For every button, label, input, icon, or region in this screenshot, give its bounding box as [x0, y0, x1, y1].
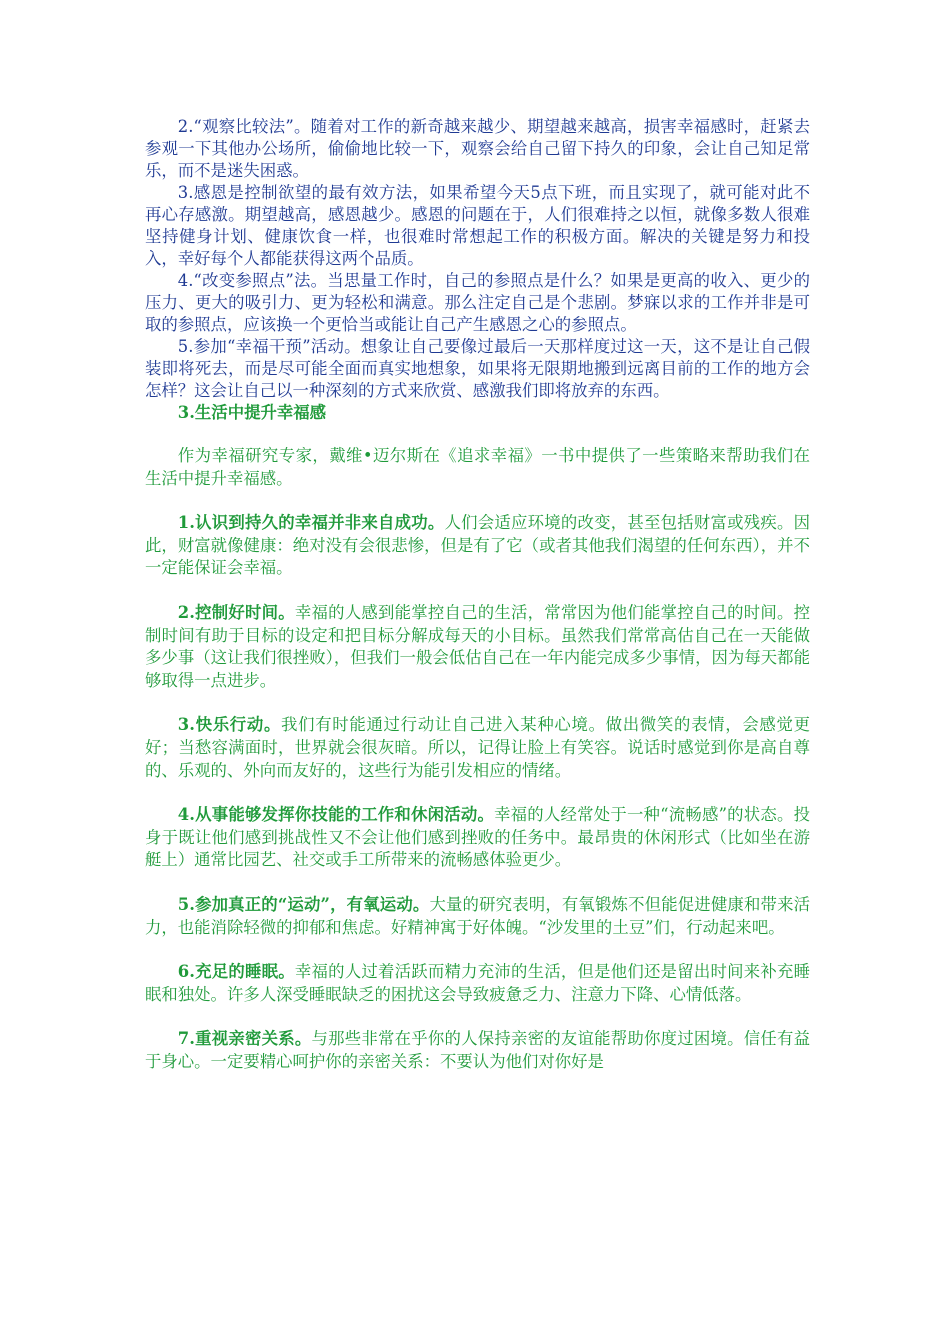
strategy-paragraph-4	[145, 804, 810, 872]
strategy-paragraph-2	[145, 602, 810, 692]
intro-paragraph: 作为幸福研究专家，戴维•迈尔斯在《追求幸福》一书中提供了一些策略来帮助我们在生活中提升幸福感。	[145, 446, 810, 488]
strategy-body: 人们会适应环境的改变，甚至包括财富或残疾。因此，财富就像健康：绝对没有会很悲惨，但是有了它（或者其他我们渴望的任何东西），并不一定能保证会幸福。	[145, 513, 810, 578]
tip-paragraph-5: 5.参加“幸福干预”活动。想象让自己要像过最后一天那样度过这一天，这不是让自己假装即将死去，而是尽可能全面而真实地想象，如果将无限期地搬到远离目前的工作的地方会怎样？这会让自己以一种深刻的方式来欣赏、感激我们即将放弃的东西。	[145, 337, 810, 400]
tip-paragraph-4: 4.“改变参照点”法。当思量工作时，自己的参照点是什么？如果是更高的收入、更少的压力、更大的吸引力、更为轻松和满意。那么注定自己是个悲剧。梦寐以求的工作并非是可取的参照点，应该换一个更恰当或能让自己产生感恩之心的参照点。	[145, 271, 810, 334]
tip-paragraph-2: 2.“观察比较法”。随着对工作的新奇越来越少、期望越来越高，损害幸福感时，赶紧去参观一下其他办公场所，偷偷地比较一下，观察会给自己留下持久的印象，会让自己知足常乐，而不是迷失困惑。	[145, 117, 810, 180]
section-heading: 3.生活中提升幸福感	[177, 403, 327, 422]
strategy-lead: 2.控制好时间。	[177, 602, 295, 622]
strategy-paragraph-5	[145, 894, 810, 939]
document-body	[145, 116, 810, 1073]
strategy-paragraph-7	[145, 1028, 810, 1073]
strategy-body: 幸福的人经常处于一种“流畅感”的状态。投身于既让他们感到挑战性又不会让他们感到挫败的任务中。最昂贵的休闲形式（比如坐在游艇上）通常比园艺、社交或手工所带来的流畅感体验更少。	[145, 805, 810, 870]
strategy-paragraph-1	[145, 512, 810, 580]
strategy-lead: 6.充足的睡眠。	[177, 962, 295, 982]
strategy-lead: 3.快乐行动。	[177, 715, 282, 735]
tip-paragraph-3: 3.感恩是控制欲望的最有效方法，如果希望今天5点下班，而且实现了，就可能对此不再心存感激。期望越高，感恩越少。感恩的问题在于，人们很难持之以恒，就像多数人很难坚持健身计划、健康饮食一样，也很难时常想起工作的积极方面。解决的关键是努力和投入，幸好每个人都能获得这两个品质。	[145, 183, 810, 268]
strategy-paragraph-3	[145, 714, 810, 782]
strategy-body: 幸福的人过着活跃而精力充沛的生活，但是他们还是留出时间来补充睡眠和独处。许多人深受睡眠缺乏的困扰这会导致疲惫乏力、注意力下降、心情低落。	[145, 962, 810, 1004]
strategy-lead: 4.从事能够发挥你技能的工作和休闲活动。	[177, 805, 495, 825]
strategy-body: 与那些非常在乎你的人保持亲密的友谊能帮助你度过困境。信任有益于身心。一定要精心呵护你的亲密关系：不要认为他们对你好是	[145, 1029, 810, 1071]
strategy-paragraph-6	[145, 961, 810, 1006]
strategy-body: 大量的研究表明，有氧锻炼不但能促进健康和带来活力，也能消除轻微的抑郁和焦虑。好精神寓于好体魄。“沙发里的土豆”们，行动起来吧。	[145, 894, 811, 937]
strategy-body: 我们有时能通过行动让自己进入某种心境。做出微笑的表情，会感觉更好；当愁容满面时，世界就会很灰暗。所以，记得让脸上有笑容。说话时感觉到你是高自尊的、乐观的、外向而友好的，这些行为能引发相应的情绪。	[145, 715, 810, 780]
strategy-body: 幸福的人感到能掌控自己的生活，常常因为他们能掌控自己的时间。控制时间有助于目标的设定和把目标分解成每天的小目标。虽然我们常常高估自己在一天能做多少事（这让我们很挫败），但我们一般会低估自己在一年内能完成多少事情，因为每天都能够取得一点进步。	[145, 602, 810, 690]
strategy-lead: 7.重视亲密关系。	[177, 1029, 312, 1049]
strategy-lead: 5.参加真正的“运动”，有氧运动。	[177, 894, 430, 914]
strategy-lead: 1.认识到持久的幸福并非来自成功。	[177, 513, 445, 533]
